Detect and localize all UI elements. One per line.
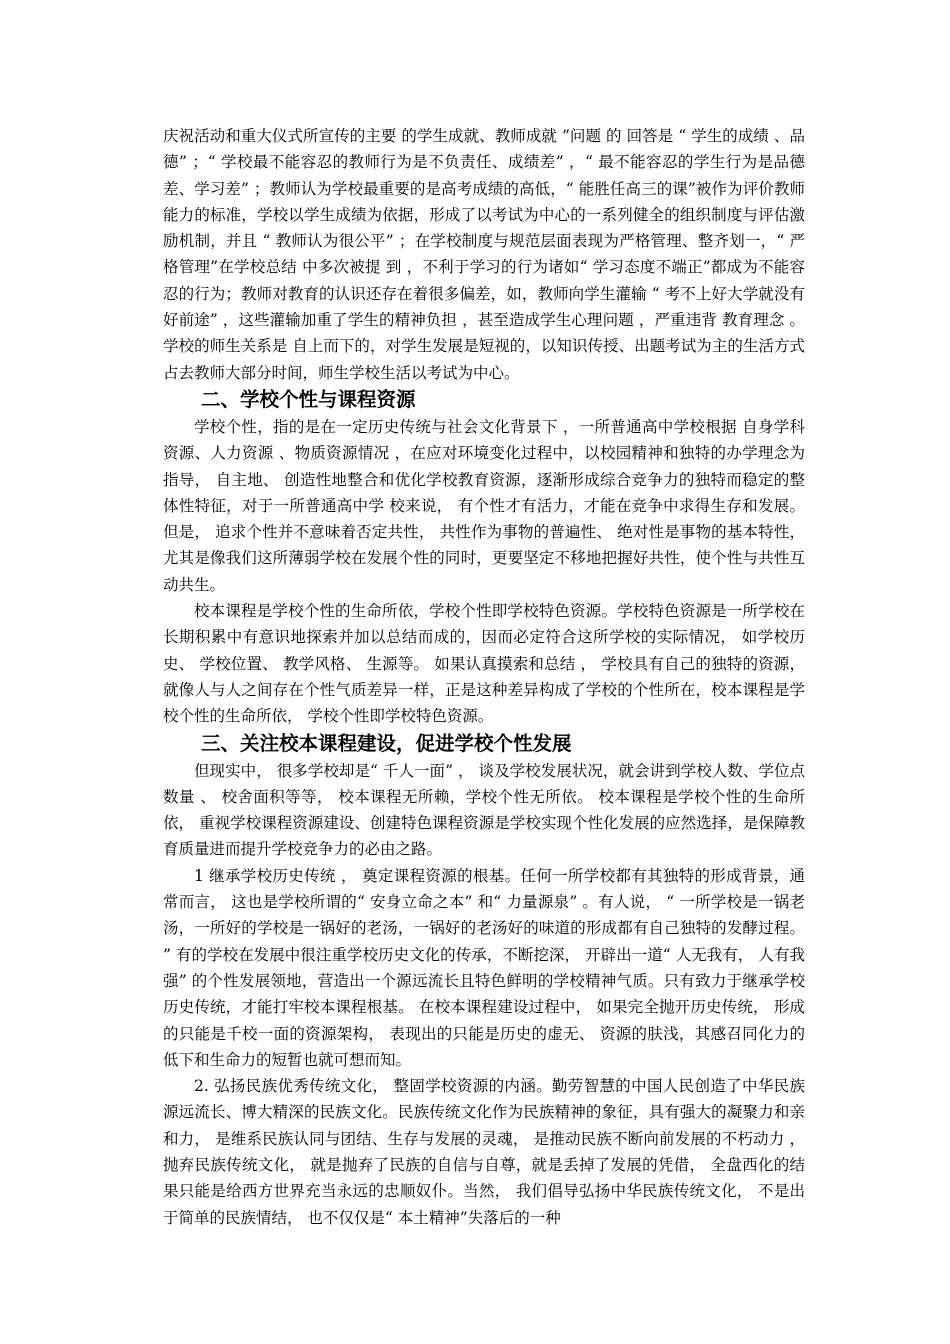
paragraph-reality-uniform-schools: 但现实中， 很多学校却是“ 千人一面” ， 谈及学校发展状况，就会讲到学校人数、学位点数量 、 校舍面积等等， 校本课程无所赖，学校个性无所依。 校本课程是学校个性的生命所依， 重视学校课程资源建设、创建特色课程资源是学校实现个性化发展的应然选择，是保障教育质量进而提升学校竞争力的必由之路。 xyxy=(163,761,805,859)
section-heading-school-individuality: 二、学校个性与课程资源 xyxy=(201,387,416,411)
paragraph-inherit-history-tradition: 1 继承学校历史传统 ， 奠定课程资源的根基。任何一所学校都有其独特的形成背景，通常而言， 这也是学校所谓的“ 安身立命之本” 和“ 力量源泉” 。有人说， “ 一所学校是一锅老汤，一所好的学校是一锅好的老汤，一锅好的老汤好的味道的形成都有自己独特的发酵过程。 ” 有的学校在发展中很注重学校历史文化的传承，不断挖深， 开辟出一道“ 人无我有， 人有我强” 的个性发展领地，营造出一个源远流长且特色鲜明的学校精神气质。只有致力于继承学校历史传统，才能打牢校本课程根基。 在校本课程建设过程中， 如果完全抛开历史传统， 形成的只能是千校一面的资源架构， 表现出的只能是历史的虚无、 资源的肤浅，其感召同化力的低下和生命力的短暂也就可想而知。 xyxy=(163,866,805,1069)
section-heading-curriculum-construction: 三、关注校本课程建设，促进学校个性发展 xyxy=(201,731,572,755)
paragraph-school-culture-exam-centered: 庆祝活动和重大仪式所宣传的主要 的学生成就、教师成就 ”问题 的 回答是 “ 学生的成绩 、品德” ；“ 学校最不能容忍的教师行为是不负责任、成绩差” ，“ 最不能容忍的学生行为是品德差、学习差” ；教师认为学校最重要的是高考成绩的高低，“ 能胜任高三的课”被作为评价教师能力的标准，学校以学生成绩为依据，形成了以考试为中心的一系列健全的组织制度与评估激励机制，并且 “ 教师认为很公平” ；在学校制度与规范层面表现为严格管理、整齐划一，“ 严格管理”在学校总结 中多次被提 到 ，不利于学习的行为诸如“ 学习态度不端正”都成为不能容忍的行为；教师对教育的认识还存在着很多偏差，如，教师向学生灌输 “ 考不上好大学就没有好前途” ，这些灌输加重了学生的精神负担 ，甚至造成学生心理问题 ，严重违背 教育理念 。学校的师生关系是 自上而下的，对学生发展是短视的，以知识传授、出题考试为主的生活方式占去教师大部分时间，师生学校生活以考试为中心。 xyxy=(163,127,805,382)
paragraph-school-individuality-definition: 学校个性，指的是在一定历史传统与社会文化背景下 ，一所普通高中学校根据 自身学科资源、人力资源 、物质资源情况 ，在应对环境变化过程中，以校园精神和独特的办学理念为指导， 自主地、 创造性地整合和优化学校教育资源，逐渐形成综合竞争力的独特而稳定的整体性特征，对于一所普通高中学 校来说， 有个性才有活力，才能在竞争中求得生存和发展。但是， 追求个性并不意味着否定共性， 共性作为事物的普遍性、 绝对性是事物的基本特性， 尤其是像我们这所薄弱学校在发展个性的同时，更要坚定不移地把握好共性，使个性与共性互动共生。 xyxy=(163,417,805,594)
document-body xyxy=(163,123,805,1231)
paragraph-school-based-curriculum: 校本课程是学校个性的生命所依，学校个性即学校特色资源。学校特色资源是一所学校在长期积累中有意识地探索并加以总结而成的，因而必定符合这所学校的实际情况， 如学校历史、 学校位置、 教学风格、 生源等。 如果认真摸索和总结 ， 学校具有自己的独特的资源，就像人与人之间存在个性气质差异一样，正是这种差异构成了学校的个性所在，校本课程是学校个性的生命所依， 学校个性即学校特色资源。 xyxy=(163,602,805,726)
paragraph-national-traditional-culture: 2. 弘扬民族优秀传统文化， 整固学校资源的内涵。勤劳智慧的中国人民创造了中华民族源远流长、博大精深的民族文化。民族传统文化作为民族精神的象征，具有强大的凝聚力和亲和力， 是维系民族认同与团结、生存与发展的灵魂， 是推动民族不断向前发展的不朽动力 ， 抛弃民族传统文化， 就是抛弃了民族的自信与自尊，就是丢掉了发展的凭借， 全盘西化的结果只能是给西方世界充当永远的忠顺奴仆。当然， 我们倡导弘扬中华民族传统文化， 不是出于简单的民族情结， 也不仅仅是“ 本土精神”失落后的一种 xyxy=(163,1077,805,1227)
